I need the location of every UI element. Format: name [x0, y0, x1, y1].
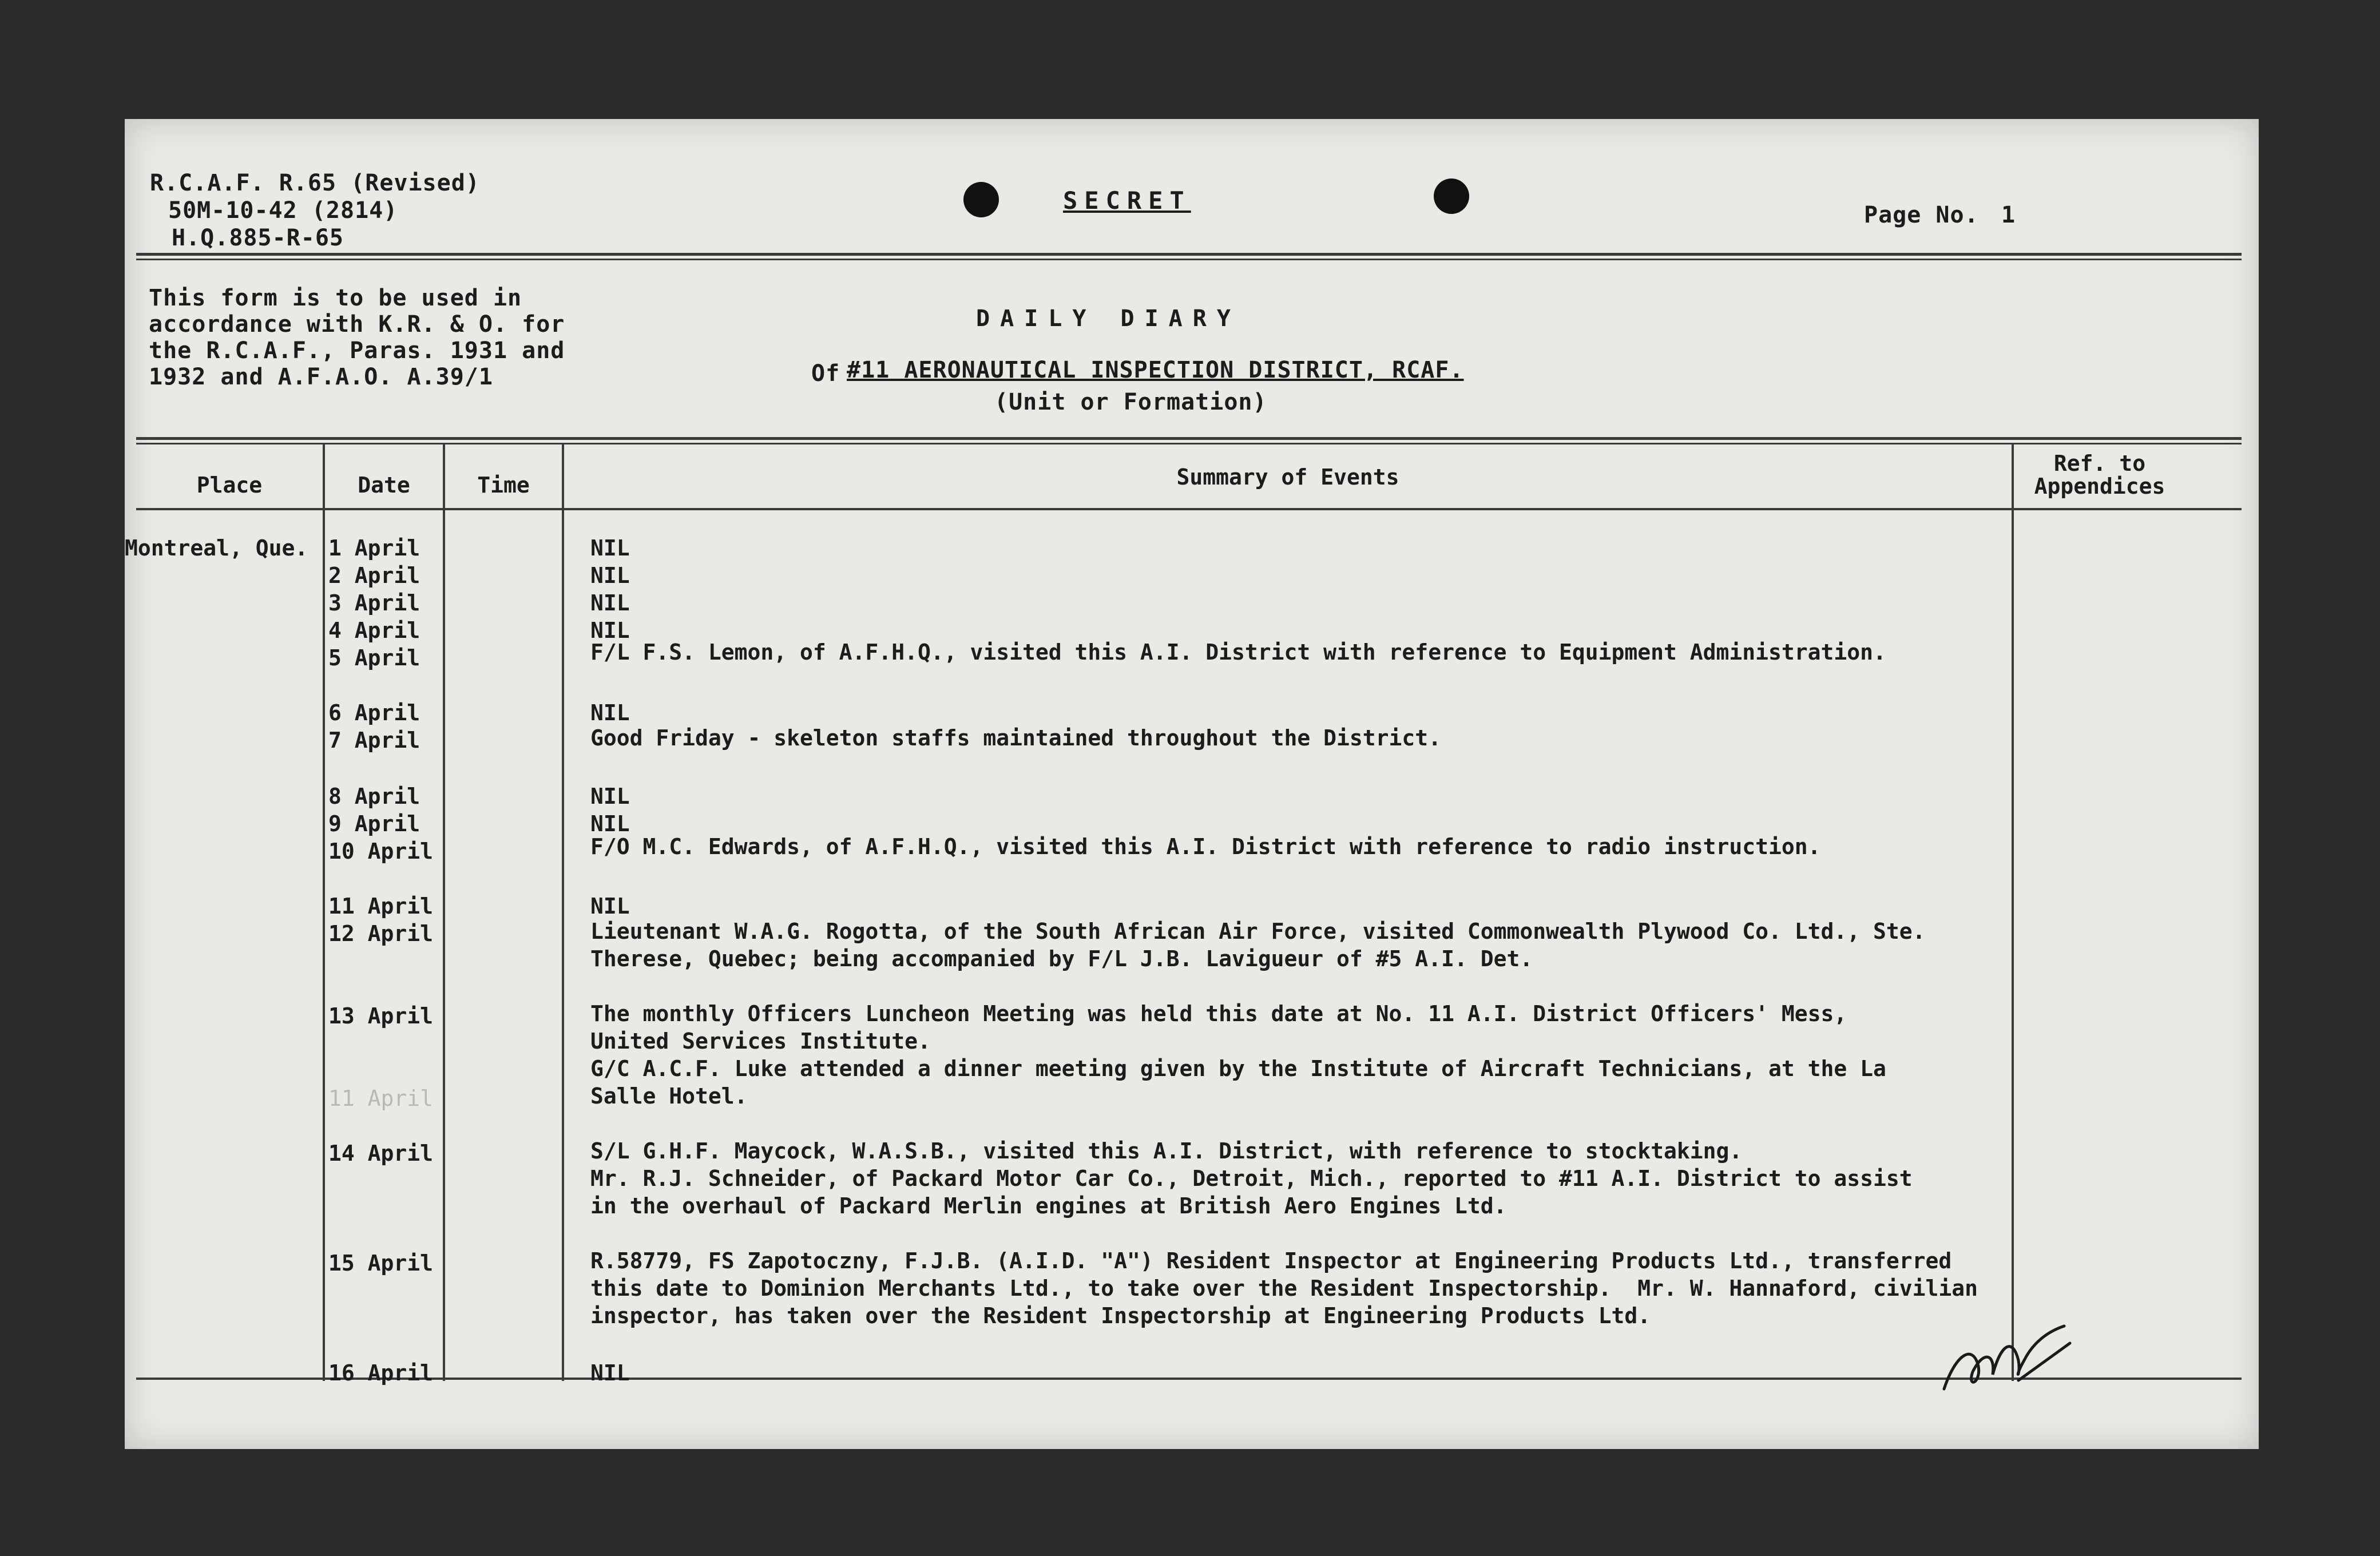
summary-cell: NIL: [590, 590, 630, 616]
form-instructions: [149, 285, 565, 390]
diary-title: DAILY DIARY: [976, 305, 1241, 332]
date-cell: 5 April: [328, 645, 421, 670]
col-header-time: Time: [477, 473, 530, 498]
summary-cell: The monthly Officers Luncheon Meeting was held this date at No. 11 A.I. District Officers' Mess, United Services Institute. G/C A.C.F. Luke attended a dinner meeting given by the Institute of Aircraft Technicians, at the La Salle Hotel.: [590, 1001, 1886, 1109]
date-cell: 14 April: [328, 1141, 434, 1166]
date-cell: 4 April: [328, 618, 421, 643]
instruction-line: accordance with K.R. & O. for: [149, 311, 565, 338]
summary-cell: Lieutenant W.A.G. Rogotta, of the South African Air Force, visited Commonwealth Plywood Co. Ltd., Ste. Therese, Quebec; being accompanied by F/L J.B. Lavigueur of #5 A.I. Det.: [590, 919, 1926, 971]
summary-cell: F/L F.S. Lemon, of A.F.H.Q., visited this A.I. District with reference to Equipment Administration.: [590, 640, 1886, 665]
table-top-rule-thin: [136, 443, 2242, 444]
summary-cell: NIL: [590, 563, 630, 588]
summary-cell: R.58779, FS Zapotoczny, F.J.B. (A.I.D. "A") Resident Inspector at Engineering Products Ltd., transferred this date to Dominion Merchants Ltd., to take over the Resident Inspectorship. Mr. W. Hannaford, civilian inspector, has taken over the Resident Inspectorship at Engineering Products Ltd.: [590, 1248, 1978, 1328]
summary-cell: NIL: [590, 811, 630, 836]
col-header-summary: Summary of Events: [1176, 465, 1399, 490]
header-rule-thin: [136, 259, 2242, 260]
table-bottom-rule: [136, 1378, 2242, 1380]
summary-cell: NIL: [590, 618, 630, 643]
date-cell: 7 April: [328, 728, 421, 753]
header-rule: [136, 253, 2242, 256]
classification-stamp: SECRET: [1063, 186, 1191, 215]
summary-cell: F/O M.C. Edwards, of A.F.H.Q., visited this A.I. District with reference to radio instruction.: [590, 834, 1821, 859]
date-cell: 16 April: [328, 1360, 434, 1386]
instruction-line: This form is to be used in: [149, 285, 522, 311]
summary-cell: NIL: [590, 1360, 630, 1386]
column-rule-summary: [562, 443, 564, 1381]
summary-cell: NIL: [590, 535, 630, 561]
date-cell: 9 April: [328, 811, 421, 836]
column-rule-time: [443, 443, 445, 1381]
unit-of-label: Of: [811, 360, 840, 387]
summary-cell: NIL: [590, 894, 630, 919]
summary-cell: NIL: [590, 700, 630, 725]
date-cell: 10 April: [328, 839, 434, 864]
column-rule-ref: [2012, 443, 2014, 1381]
unit-caption: (Unit or Formation): [994, 389, 1267, 415]
date-cell: 15 April: [328, 1251, 434, 1276]
date-cell: 11 April: [328, 894, 434, 919]
diary-page: [125, 119, 2259, 1449]
place-cell: Montreal, Que.: [125, 535, 308, 561]
table-header-rule: [136, 508, 2242, 510]
instruction-line: the R.C.A.F., Paras. 1931 and: [149, 338, 565, 364]
page-number: 1: [2001, 202, 2016, 228]
instruction-line: 1932 and A.F.A.O. A.39/1: [149, 364, 493, 390]
unit-name: #11 AERONAUTICAL INSPECTION DISTRICT, RCAF.: [847, 357, 1464, 383]
page-label: Page No.: [1864, 202, 1979, 228]
date-cell-faint: 11 April: [328, 1086, 434, 1111]
col-header-date: Date: [358, 473, 410, 498]
date-cell: 8 April: [328, 784, 421, 809]
date-cell: 1 April: [328, 535, 421, 561]
punch-hole-left: [963, 182, 999, 217]
date-cell: 3 April: [328, 590, 421, 616]
col-header-place: Place: [196, 473, 263, 498]
date-cell: 12 April: [328, 921, 434, 946]
summary-cell: S/L G.H.F. Maycock, W.A.S.B., visited this A.I. District, with reference to stocktaking. Mr. R.J. Schneider, of Packard Motor Car Co., Detroit, Mich., reported to #11 A.I. District to assist in the overhaul of Packard Merlin engines at British Aero Engines Ltd.: [590, 1138, 1913, 1218]
summary-cell: Good Friday - skeleton staffs maintained throughout the District.: [590, 725, 1442, 751]
form-print-code: 50M-10-42 (2814): [168, 197, 398, 224]
punch-hole-right: [1434, 178, 1469, 214]
summary-cell: NIL: [590, 784, 630, 809]
column-rule-date: [323, 443, 325, 1381]
date-cell: 6 April: [328, 700, 421, 725]
date-cell: 2 April: [328, 563, 421, 588]
table-top-rule: [136, 437, 2242, 440]
handwritten-initials: [1933, 1320, 2081, 1400]
form-hq-ref: H.Q.885-R-65: [172, 225, 344, 251]
col-header-ref: Ref. to Appendices: [2034, 451, 2165, 499]
date-cell: 13 April: [328, 1003, 434, 1029]
form-number: R.C.A.F. R.65 (Revised): [150, 170, 480, 196]
